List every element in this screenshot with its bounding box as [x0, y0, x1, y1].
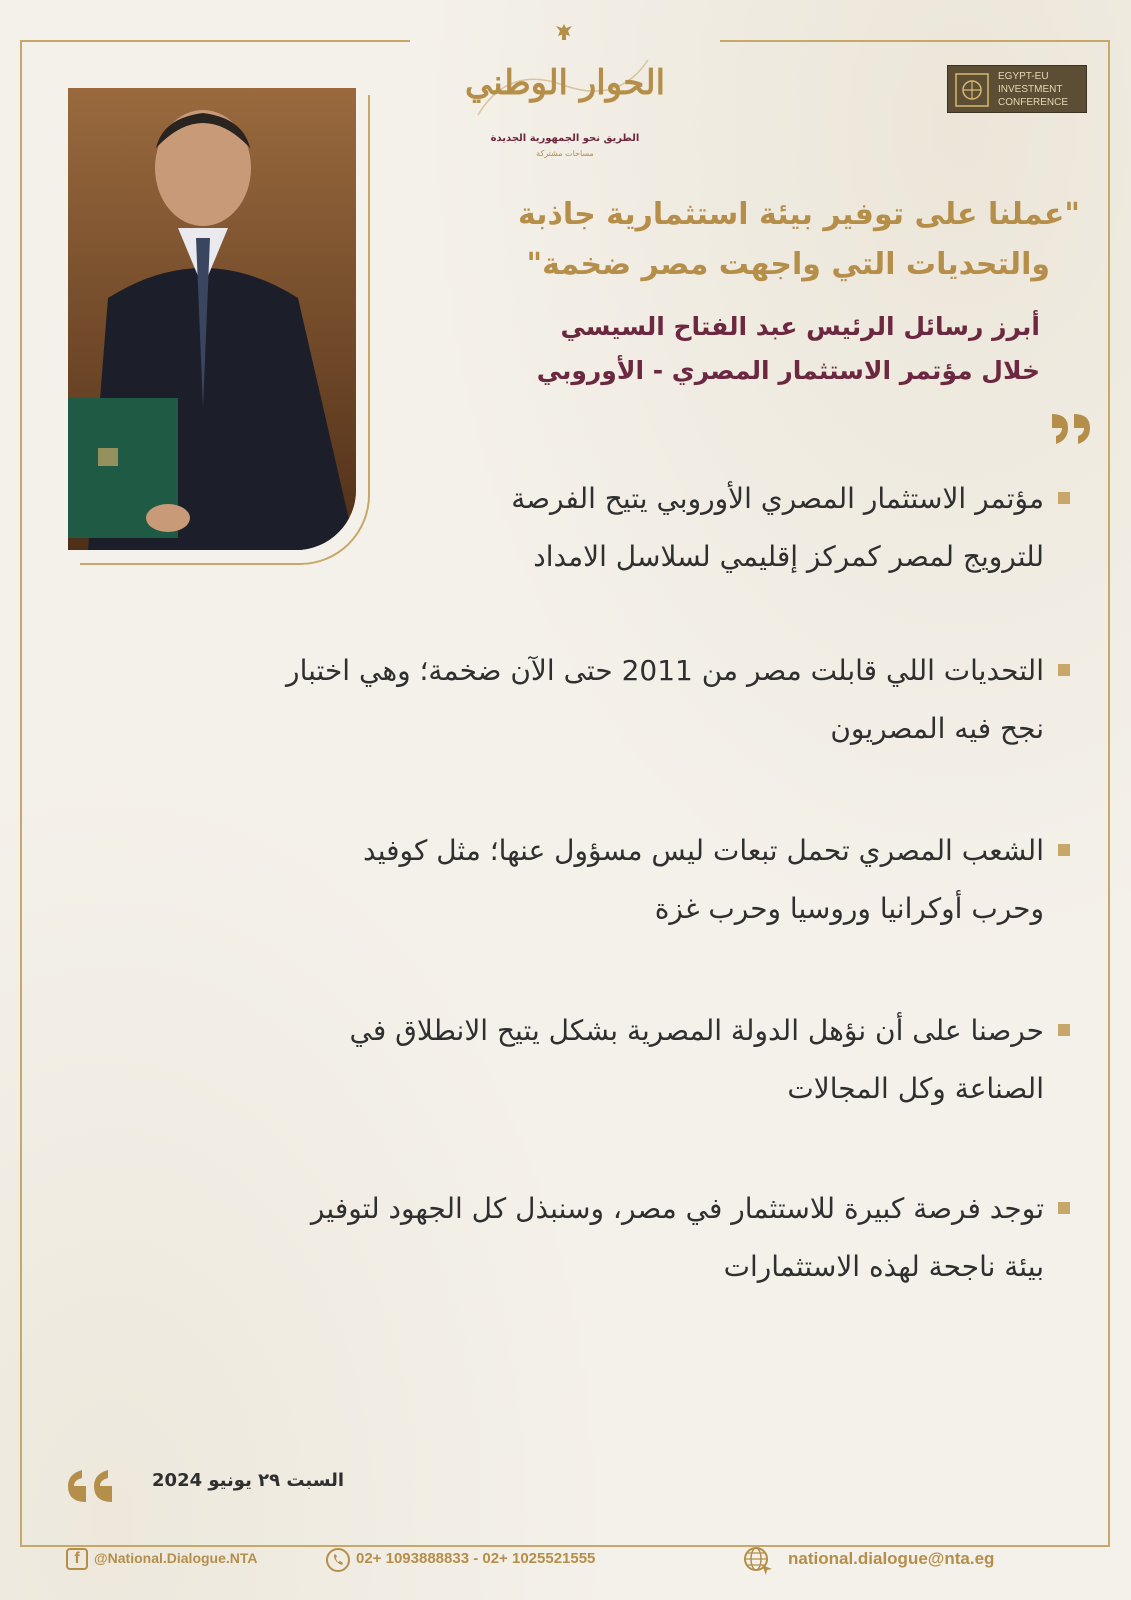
point-text-line-1: التحديات اللي قابلت مصر من 2011 حتى الآن ضخمة؛ وهي اختبار	[286, 654, 1044, 687]
conference-line-3: CONFERENCE	[998, 97, 1069, 108]
subheadline-line-2: خلال مؤتمر الاستثمار المصري - الأوروبي	[536, 356, 1040, 385]
conference-logo-icon	[952, 70, 992, 110]
frame-border-top-left	[20, 40, 410, 42]
phone-glyph	[328, 1550, 348, 1570]
point-text-line-1: مؤتمر الاستثمار المصري الأوروبي يتيح الفرصة	[511, 482, 1044, 515]
point-text-line-2: بيئة ناجحة لهذه الاستثمارات	[723, 1250, 1044, 1283]
bullet-icon	[1058, 664, 1070, 676]
national-dialogue-logo	[430, 45, 700, 165]
list-item	[60, 822, 1070, 938]
web-icon[interactable]	[742, 1545, 774, 1577]
conference-name	[998, 70, 1086, 109]
whatsapp-icon[interactable]	[326, 1548, 350, 1572]
headline-quote	[380, 190, 1080, 290]
bullet-icon	[1058, 844, 1070, 856]
email-address[interactable]: national.dialogue@nta.eg	[788, 1549, 995, 1568]
footer-contacts	[60, 1540, 1070, 1580]
point-text-line-1: توجد فرصة كبيرة للاستثمار في مصر، وسنبذل كل الجهود لتوفير	[310, 1192, 1044, 1225]
point-text-line-2: وحرب أوكرانيا وروسيا وحرب غزة	[654, 892, 1044, 925]
list-item	[60, 1180, 1070, 1296]
point-text-line-2: الصناعة وكل المجالات	[787, 1072, 1044, 1105]
publish-date: السبت ٢٩ يونيو 2024	[152, 1470, 344, 1491]
subheadline	[380, 305, 1040, 393]
logo-subtitle: الطريق نحو الجمهورية الجديدة	[490, 133, 640, 144]
conference-line-2: INVESTMENT	[998, 84, 1063, 95]
bullet-icon	[1058, 492, 1070, 504]
facebook-icon[interactable]: f	[66, 1548, 88, 1570]
bullet-icon	[1058, 1024, 1070, 1036]
point-text-line-1: الشعب المصري تحمل تبعات ليس مسؤول عنها؛ مثل كوفيد	[363, 834, 1044, 867]
logo-tagline: مساحات مشتركة	[536, 149, 594, 158]
frame-border-left	[20, 40, 22, 1545]
headline-line-2: والتحديات التي واجهت مصر ضخمة"	[526, 247, 1050, 282]
bullet-icon	[1058, 1202, 1070, 1214]
list-item	[60, 642, 1070, 758]
list-item	[60, 470, 1070, 586]
point-text-line-2: للترويج لمصر كمركز إقليمي لسلاسل الامداد	[533, 540, 1044, 573]
subheadline-line-1: أبرز رسائل الرئيس عبد الفتاح السيسي	[560, 312, 1040, 341]
quote-mark-icon	[1046, 408, 1096, 448]
list-item	[60, 1002, 1070, 1118]
conference-badge	[947, 65, 1087, 113]
logo-title: الحوار الوطني	[464, 63, 666, 103]
phone-numbers[interactable]: 02+ 1093888833 - 02+ 1025521555	[356, 1550, 596, 1567]
conference-line-1: EGYPT-EU	[998, 71, 1049, 82]
quote-mark-icon	[62, 1464, 118, 1508]
frame-border-top-right	[720, 40, 1110, 42]
facebook-handle[interactable]: @National.Dialogue.NTA	[94, 1550, 258, 1566]
point-text-line-2: نجح فيه المصريون	[830, 712, 1044, 745]
frame-border-right	[1108, 40, 1110, 1545]
headline-line-1: "عملنا على توفير بيئة استثمارية جاذبة	[517, 197, 1080, 232]
eagle-emblem-icon	[552, 22, 576, 42]
point-text-line-1: حرصنا على أن نؤهل الدولة المصرية بشكل يتيح الانطلاق في	[349, 1014, 1044, 1047]
